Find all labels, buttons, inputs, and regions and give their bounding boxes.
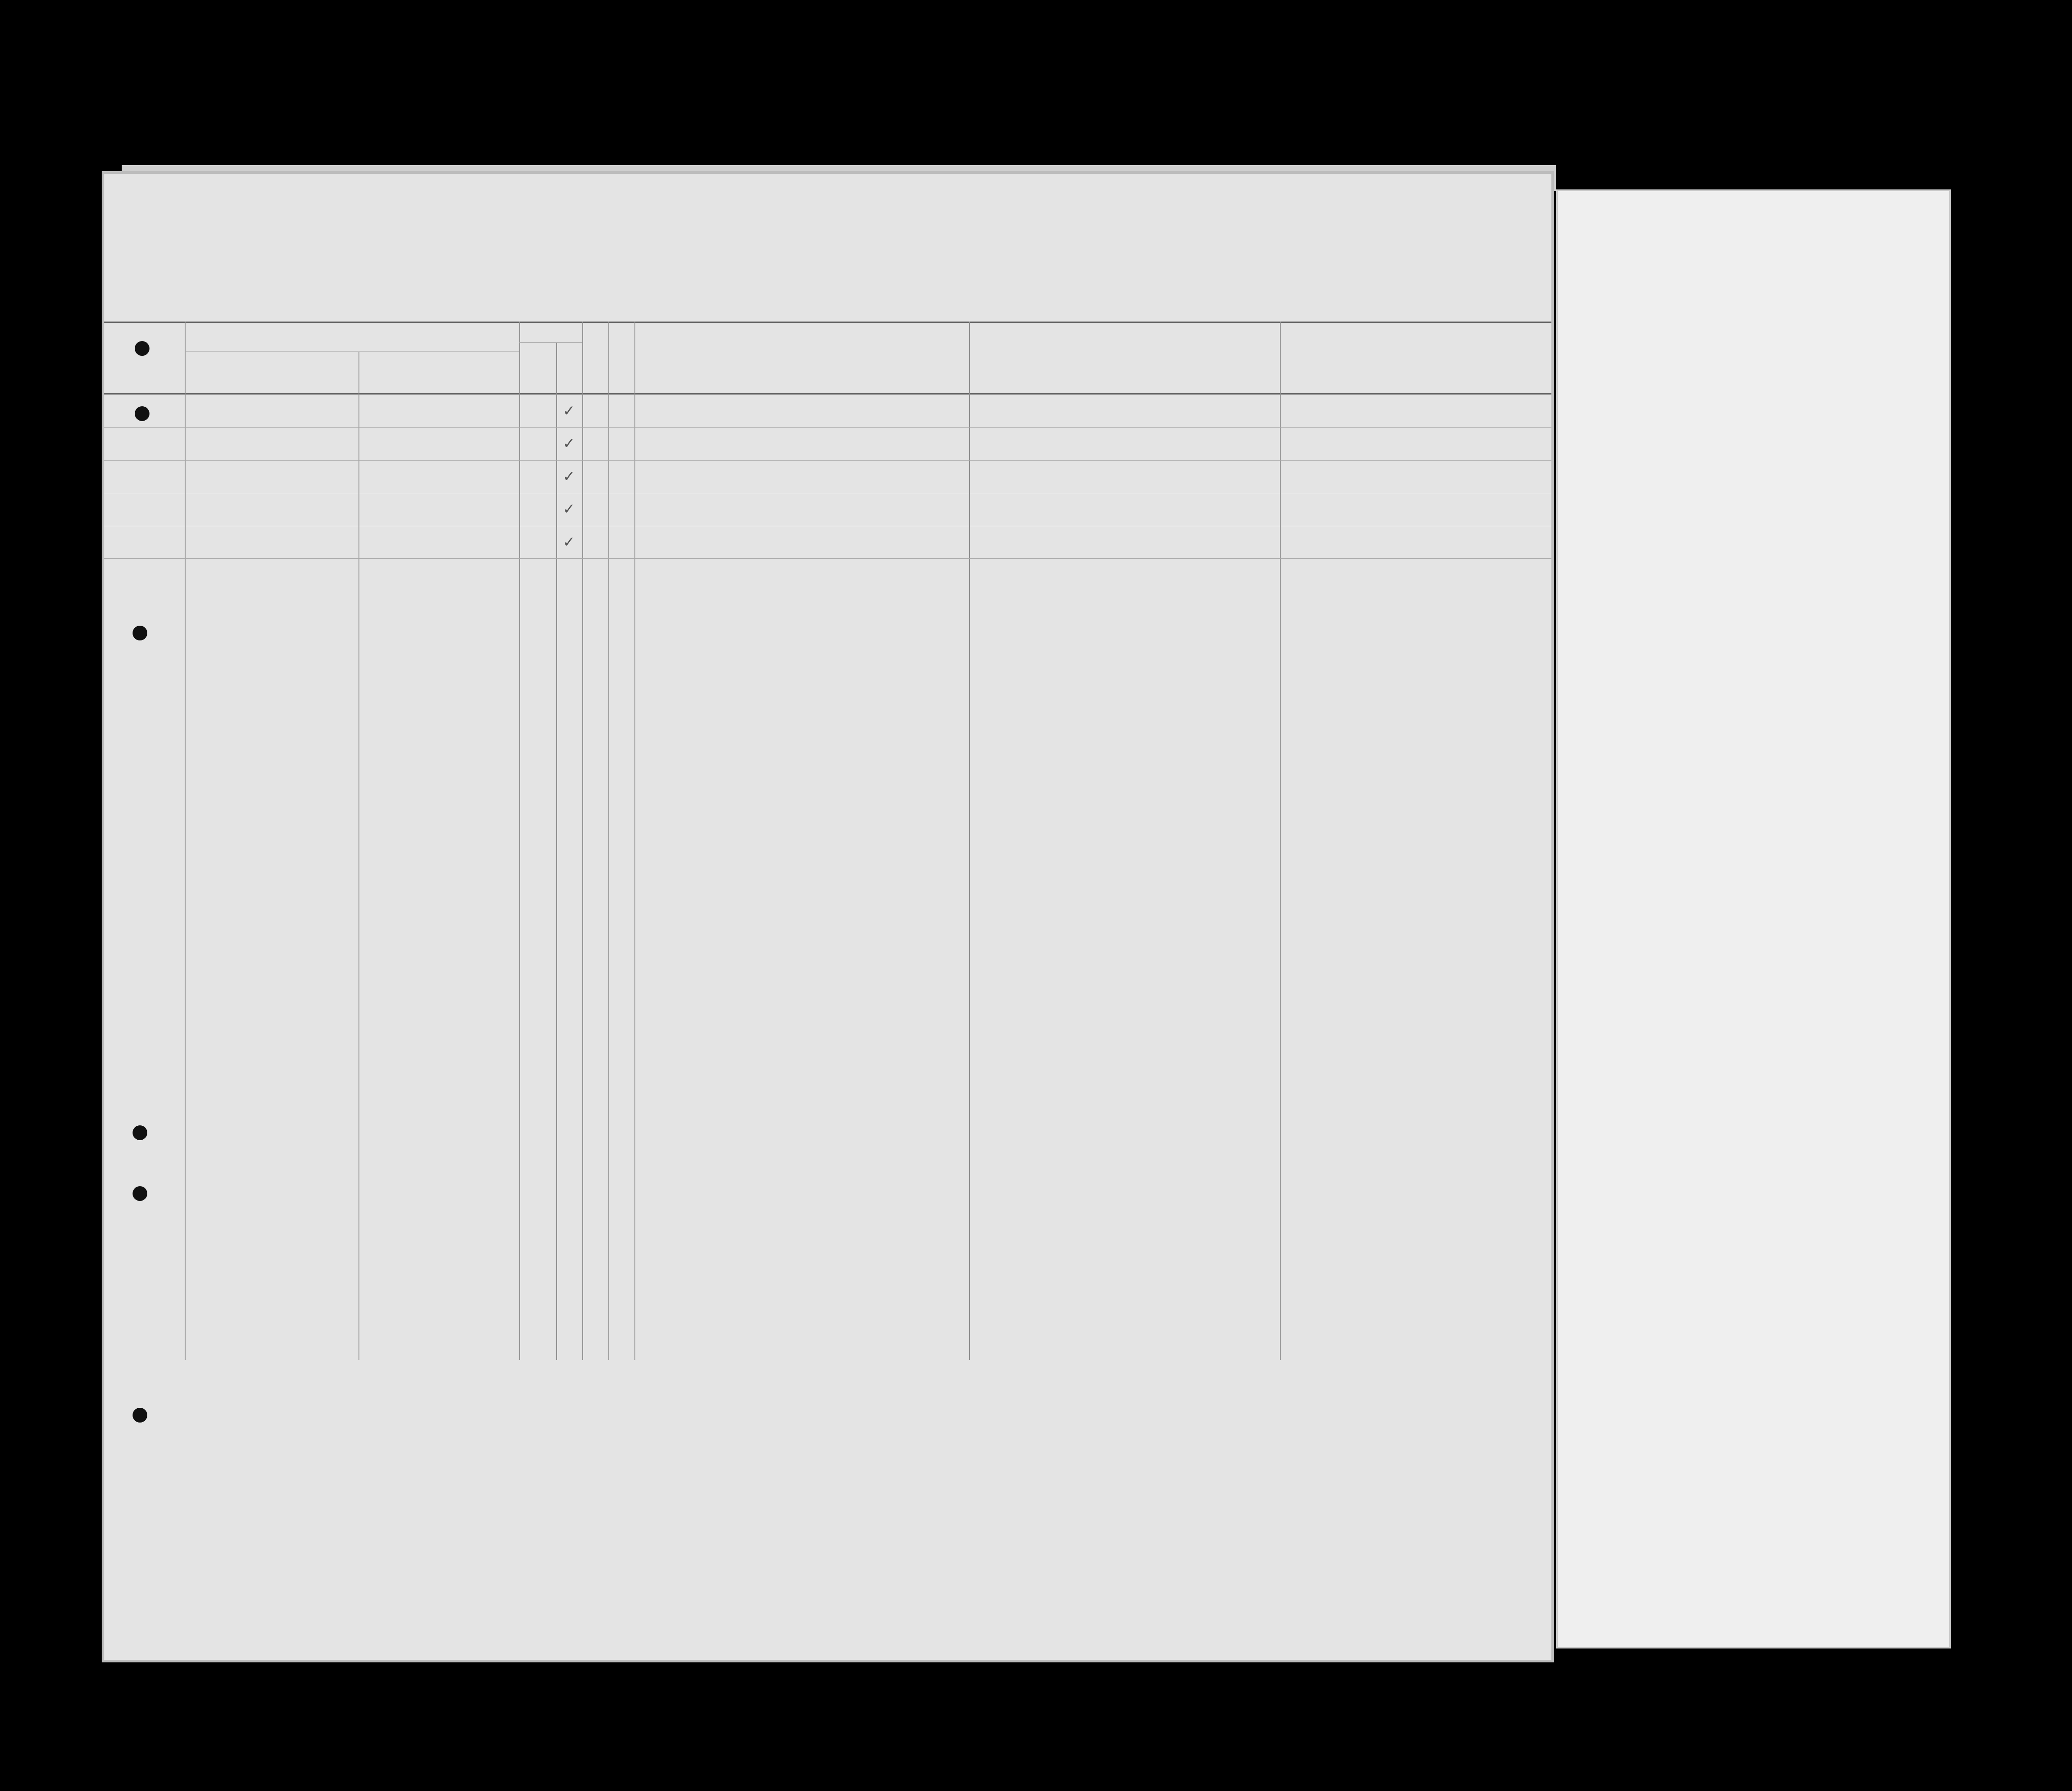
punch-hole (133, 1186, 147, 1201)
row-rule (104, 558, 1551, 559)
check-mark-icon: ✓ (563, 533, 575, 551)
table-header-rule (104, 393, 1551, 395)
check-mark-icon: ✓ (563, 402, 575, 420)
voyage-line (183, 295, 1530, 320)
manifest-sheet (104, 174, 1551, 1660)
punch-hole (135, 341, 149, 356)
table-row (104, 428, 1551, 461)
table-row (104, 461, 1551, 494)
table-row (104, 395, 1551, 428)
check-mark-icon: ✓ (563, 468, 575, 485)
punch-hole (135, 406, 149, 421)
punch-hole (133, 1408, 147, 1423)
punch-hole (133, 1125, 147, 1140)
row-rule (104, 427, 1551, 428)
check-mark-icon: ✓ (563, 501, 575, 518)
table-top-rule (104, 322, 1551, 323)
table-row (104, 494, 1551, 526)
table-row (104, 527, 1551, 559)
name-header-rule (185, 351, 519, 352)
check-mark-icon: ✓ (563, 435, 575, 453)
age-header-rule (519, 342, 582, 343)
row-rule (104, 460, 1551, 461)
punch-hole (133, 626, 147, 640)
visa-page (1558, 191, 1949, 1647)
